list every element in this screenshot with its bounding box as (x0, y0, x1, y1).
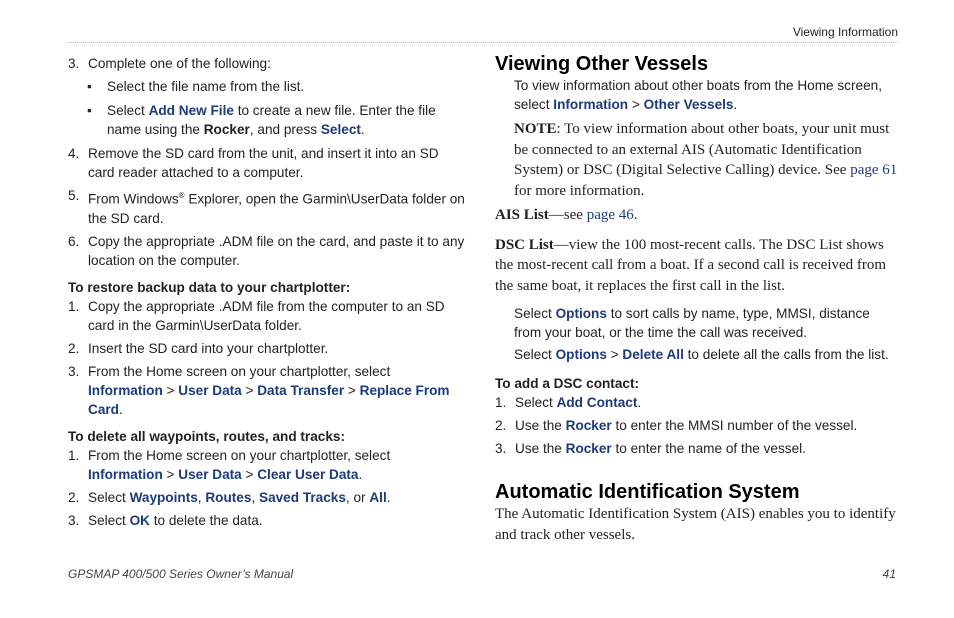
right-column (495, 52, 900, 545)
text-run: . (118, 401, 123, 417)
ui-term-replace-from-card: Replace From Card (88, 382, 450, 417)
restore-step-1 (68, 297, 468, 335)
step-number: 6. (68, 233, 80, 249)
bullet-item (68, 77, 468, 96)
step-5 (68, 186, 468, 228)
text-run: , (197, 489, 206, 505)
step-text: Insert the SD card into your chartplotter. (88, 340, 329, 356)
ais-description: The Automatic Identification System (AIS) enables you to identify and track other vessels. (495, 506, 896, 543)
text-run: for more information. (514, 182, 645, 199)
procedure-heading-delete: To delete all waypoints, routes, and tracks: (68, 428, 345, 444)
step-6 (68, 232, 468, 270)
text-run: Select (107, 103, 149, 118)
procedure-heading-add-dsc: To add a DSC contact: (495, 376, 640, 391)
text-run: . (360, 122, 365, 137)
bullet-icon: • (87, 103, 92, 118)
dsc-list-paragraph (495, 235, 900, 297)
step-text: Copy the appropriate .ADM file on the card, and paste it to any location on the computer. (88, 233, 465, 268)
dsc-step-1 (495, 393, 900, 412)
ui-term-information: Information (88, 466, 163, 482)
options-delete-paragraph (514, 345, 900, 364)
text-run: , or (345, 489, 370, 505)
ui-term-select: Select (320, 122, 361, 137)
text-run: Explorer, open the Garmin\UserData folder on the SD card. (88, 191, 465, 226)
ui-term-user-data: User Data (178, 466, 242, 482)
text-run: Select (514, 347, 556, 362)
ui-term-user-data: User Data (178, 382, 242, 398)
ui-term-options: Options (555, 306, 607, 321)
text-run: , (251, 489, 259, 505)
text-run: . (358, 466, 363, 482)
ui-term-information: Information (553, 97, 629, 112)
text-run: . (386, 489, 391, 505)
restore-step-2 (68, 339, 468, 358)
step-number: 5. (68, 188, 80, 203)
header-divider (68, 42, 898, 43)
note-label: NOTE (514, 121, 557, 137)
step-number: 1. (495, 395, 507, 410)
step-number: 3. (495, 441, 507, 456)
restore-step-3 (68, 362, 468, 419)
delete-step-3 (68, 511, 468, 530)
step-number: 2. (68, 340, 80, 356)
ui-term-options: Options (555, 347, 607, 362)
text-run: > (628, 97, 644, 112)
text-run: From the Home screen on your chartplotter, select (88, 363, 391, 379)
ui-term-information: Information (88, 382, 163, 398)
step-3 (68, 54, 468, 73)
left-column (68, 52, 468, 534)
text-run: to sort calls by name, type, MMSI, distance from your boat, or the time the call was received. (514, 306, 870, 340)
section-heading-viewing-other-vessels: Viewing Other Vessels (495, 53, 709, 75)
text-run: to delete all the calls from the list. (683, 347, 889, 362)
vessels-intro (514, 76, 900, 114)
bullet-item (68, 101, 468, 139)
ui-term-rocker: Rocker (565, 441, 612, 456)
step-number: 3. (68, 512, 80, 528)
ui-term-other-vessels: Other Vessels (643, 97, 734, 112)
text-run: to enter the name of the vessel. (611, 441, 806, 456)
ui-term-ok: OK (129, 512, 150, 528)
ui-term-saved-tracks: Saved Tracks (259, 489, 346, 505)
text-run: to enter the MMSI number of the vessel. (611, 418, 858, 433)
ais-list-paragraph (495, 205, 900, 226)
text-run: : To view information about other boats, your unit must be connected to an external AIS (Automatic Identification System) or DSC (Digital Selective Calling) device. See (514, 121, 890, 178)
text-run: Use the (515, 418, 566, 433)
text-run: Select (88, 512, 130, 528)
dsc-list-label: DSC List (495, 236, 554, 253)
step-text: Complete one of the following: (88, 56, 271, 71)
options-sort-paragraph (514, 304, 900, 342)
text-run: > (241, 466, 258, 482)
note-paragraph (514, 119, 900, 201)
text-run: —see (548, 207, 587, 223)
text-run: > (606, 347, 623, 362)
text-run: Select (514, 306, 556, 321)
step-text: Copy the appropriate .ADM file from the computer to an SD card in the Garmin\UserData folder. (88, 298, 445, 333)
ui-term-waypoints: Waypoints (129, 489, 198, 505)
section-heading-ais: Automatic Identification System (495, 481, 800, 503)
ui-term-add-contact: Add Contact (556, 395, 638, 410)
step-number: 2. (495, 418, 507, 433)
text-run: . (633, 207, 638, 223)
dsc-step-2 (495, 416, 900, 435)
text-run: > (162, 466, 179, 482)
bullet-icon: • (87, 79, 92, 94)
running-header: Viewing Information (792, 25, 898, 39)
step-number: 2. (68, 489, 80, 505)
footer-manual-title: GPSMAP 400/500 Series Owner’s Manual (68, 567, 294, 581)
text-run: —view the 100 most-recent calls. The DSC List shows the most-recent call from a boat. If a second call is received from the same boat, it replaces the first call in the list. (495, 236, 887, 294)
page-61-link[interactable]: page 61 (850, 162, 898, 178)
step-number: 3. (68, 56, 80, 71)
ui-term-rocker: Rocker (203, 122, 250, 137)
delete-step-2 (68, 488, 468, 507)
text-run: . (733, 97, 738, 112)
bullet-text: Select the file name from the list. (107, 79, 305, 94)
text-run: Use the (515, 441, 566, 456)
text-run: > (162, 382, 179, 398)
ui-term-clear-user-data: Clear User Data (257, 466, 359, 482)
step-number: 1. (68, 447, 80, 463)
ais-list-label: AIS List (495, 207, 549, 223)
ui-term-rocker: Rocker (565, 418, 612, 433)
text-run: to create a new file. Enter the file name using the (107, 103, 436, 137)
text-run: > (344, 382, 360, 398)
step-4 (68, 144, 468, 182)
step-text: Remove the SD card from the unit, and insert it into an SD card reader attached to a computer. (88, 146, 439, 180)
ui-term-delete-all: Delete All (622, 347, 684, 362)
text-run: > (241, 382, 258, 398)
page-46-link[interactable]: page 46 (586, 207, 634, 223)
text-run: Select (88, 489, 130, 505)
text-run: . (637, 395, 642, 410)
text-run: , and press (249, 122, 321, 137)
footer-page-number: 41 (882, 567, 896, 581)
ui-term-routes: Routes (205, 489, 252, 505)
step-number: 4. (68, 146, 80, 161)
ui-term-all: All (369, 489, 387, 505)
text-run: To view information about other boats from the Home screen, select (514, 78, 882, 112)
text-run: From the Home screen on your chartplotter, select (88, 447, 391, 463)
dsc-step-3 (495, 439, 900, 458)
ui-term-data-transfer: Data Transfer (257, 382, 345, 398)
text-run: to delete the data. (149, 512, 263, 528)
text-run: Select (515, 395, 557, 410)
step-number: 3. (68, 363, 80, 379)
delete-step-1 (68, 446, 468, 484)
procedure-heading-restore: To restore backup data to your chartplotter: (68, 279, 351, 295)
registered-mark: ® (178, 191, 185, 200)
text-run: From Windows (88, 191, 179, 207)
ui-term-add-new-file: Add New File (148, 103, 234, 118)
step-number: 1. (68, 298, 80, 314)
